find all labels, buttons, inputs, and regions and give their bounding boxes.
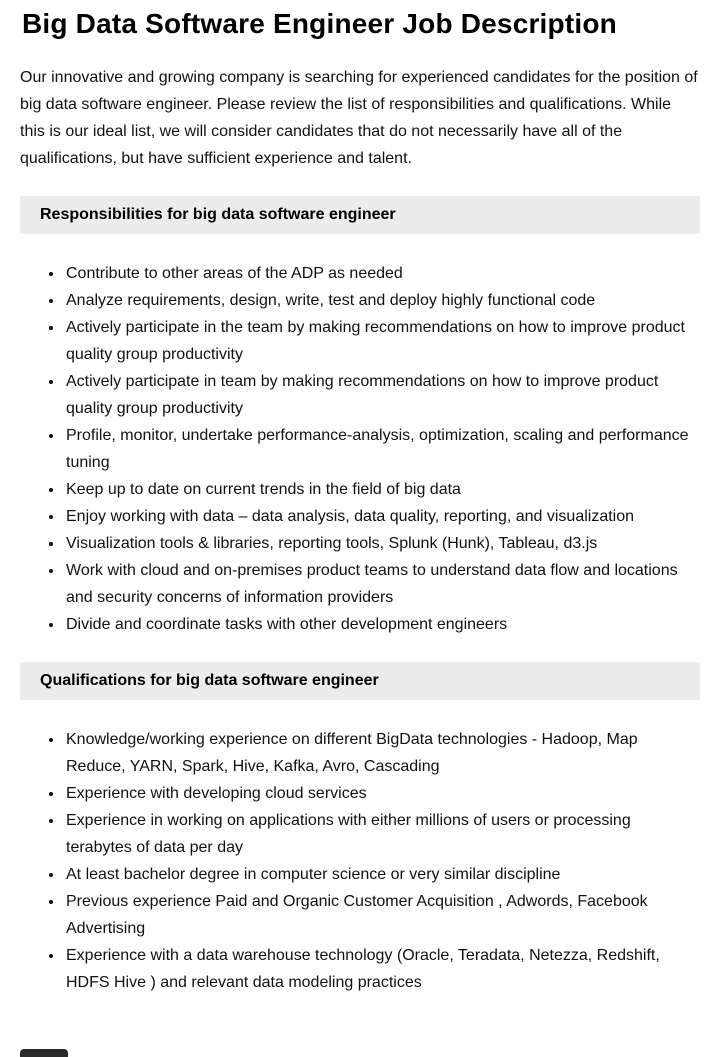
responsibilities-list (20, 260, 700, 638)
bullet-item: • Profile, monitor, undertake performance-analysis, optimization, scaling and performance tuning (64, 422, 700, 476)
bullet-item: • Experience in working on applications with either millions of users or processing terabytes of data per day (64, 807, 700, 861)
bullet-item: • Enjoy working with data – data analysis, data quality, reporting, and visualization (64, 503, 700, 530)
bullet-item: • Previous experience Paid and Organic Customer Acquisition , Adwords, Facebook Advertising (64, 888, 700, 942)
section-heading-qualifications: Qualifications for big data software engineer (20, 662, 700, 700)
bullet-item: • Divide and coordinate tasks with other development engineers (64, 611, 700, 638)
bullet-item: • Experience with a data warehouse technology (Oracle, Teradata, Netezza, Redshift, HDFS Hive ) and relevant data modeling practices (64, 942, 700, 996)
page-title: Big Data Software Engineer Job Description (22, 8, 617, 39)
bullet-item: • Actively participate in the team by making recommendations on how to improve product quality group productivity (64, 314, 700, 368)
bullet-item: • Actively participate in team by making recommendations on how to improve product quality group productivity (64, 368, 700, 422)
qualifications-list (20, 726, 700, 996)
bullet-item: • Analyze requirements, design, write, test and deploy highly functional code (64, 287, 700, 314)
section-heading-responsibilities: Responsibilities for big data software engineer (20, 196, 700, 234)
bullet-item: • At least bachelor degree in computer science or very similar discipline (64, 861, 700, 888)
bullet-item: • Knowledge/working experience on different BigData technologies - Hadoop, Map Reduce, YARN, Spark, Hive, Kafka, Avro, Cascading (64, 726, 700, 780)
bullet-item: • Contribute to other areas of the ADP as needed (64, 260, 700, 287)
bullet-item: • Experience with developing cloud services (64, 780, 700, 807)
cut-off-footer-element (20, 1049, 68, 1057)
intro-paragraph: Our innovative and growing company is searching for experienced candidates for the position of big data software engineer. Please review the list of responsibilities and qualifications. While this is our ideal list, we will consider candidates that do not necessarily have all of the qualifications, but have sufficient experience and talent. (20, 69, 698, 167)
bullet-item: • Visualization tools & libraries, reporting tools, Splunk (Hunk), Tableau, d3.js (64, 530, 700, 557)
bullet-item: • Work with cloud and on-premises product teams to understand data flow and locations and security concerns of information providers (64, 557, 700, 611)
bullet-item: • Keep up to date on current trends in the field of big data (64, 476, 700, 503)
